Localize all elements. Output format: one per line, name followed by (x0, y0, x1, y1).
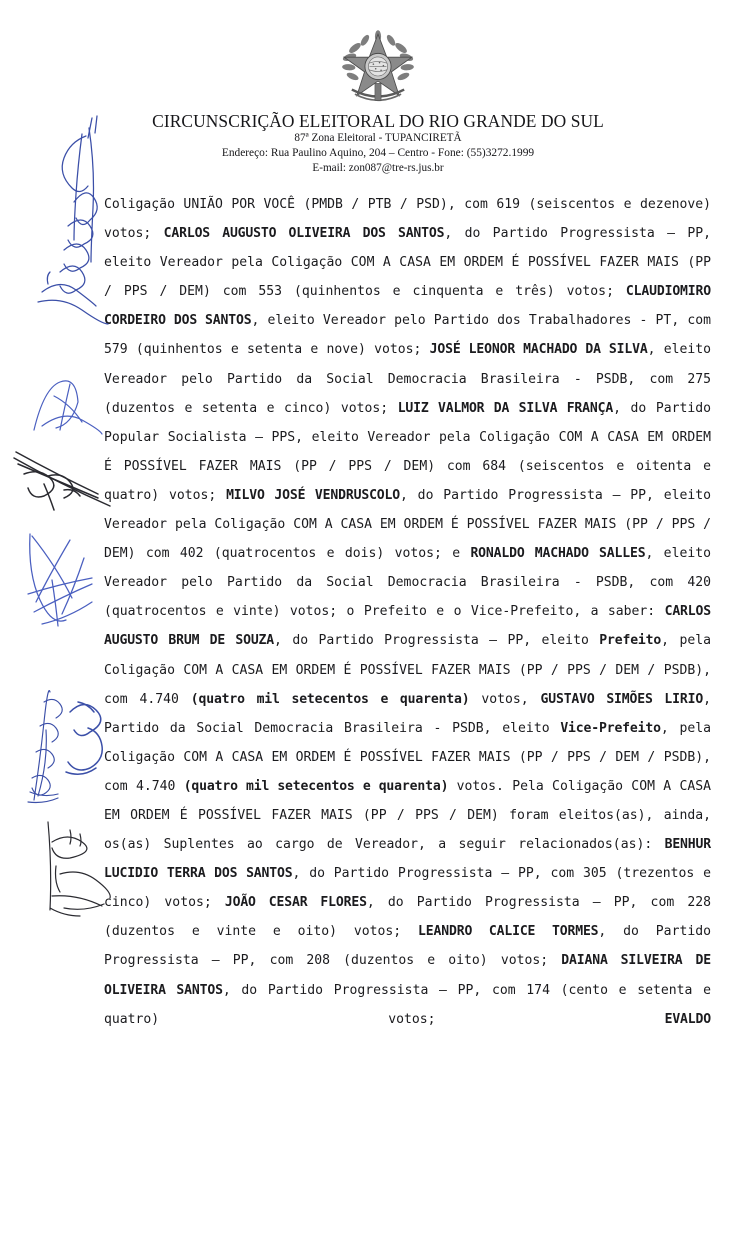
address-line: Endereço: Rua Paulino Aquino, 204 – Centro - Fone: (55)3272.1999 (221, 147, 535, 160)
email-line: E-mail: zon087@tre-rs.jus.br (312, 162, 444, 175)
brazil-coat-of-arms-icon (339, 28, 417, 108)
signature-margin-5 (26, 686, 72, 806)
document-header (0, 28, 756, 176)
electoral-zone: 87ª Zona Eleitoral - TUPANCIRETÃ (294, 132, 462, 145)
document-body: Coligação UNIÃO POR VOCÊ (PMDB / PTB / PSD), com 619 (seiscentos e dezenove) votos; CARLOS AUGUSTO OLIVEIRA DOS SANTOS, do Partido Progressista – PP, eleito Vereador pela Coligação COM A CASA EM ORDEM É POSSÍVEL FAZER MAIS (PP / PPS / DEM) com 553 (quinhentos e cinquenta e três) votos; CLAUDIOMIRO CORDEIRO DOS SANTOS, eleito Vereador pelo Partido dos Trabalhadores - PT, com 579 (quinhentos e setenta e nove) votos; JOSÉ LEONOR MACHADO DA SILVA, eleito Vereador pelo Partido da Social Democracia Brasileira - PSDB, com 275 (duzentos e setenta e cinco) votos; LUIZ VALMOR DA SILVA FRANÇA, do Partido Popular Socialista – PPS, eleito Vereador pela Coligação COM A CASA EM ORDEM É POSSÍVEL FAZER MAIS (PP / PPS / DEM) com 684 (seiscentos e oitenta e quatro) votos; MILVO JOSÉ VENDRUSCOLO, do Partido Progressista – PP, eleito Vereador pela Coligação COM A CASA EM ORDEM É POSSÍVEL FAZER MAIS (PP / PPS / DEM) com 402 (quatrocentos e dois) votos; e RONALDO MACHADO SALLES, eleito Vereador pelo Partido da Social Democracia Brasileira - PSDB, com 420 (quatrocentos e vinte) votos; o Prefeito e o Vice-Prefeito, a saber: CARLOS AUGUSTO BRUM DE SOUZA, do Partido Progressista – PP, eleito Prefeito, pela Coligação COM A CASA EM ORDEM É POSSÍVEL FAZER MAIS (PP / PPS / DEM / PSDB), com 4.740 (quatro mil setecentos e quarenta) votos, GUSTAVO SIMÕES LIRIO, Partido da Social Democracia Brasileira - PSDB, eleito Vice-Prefeito, pela Coligação COM A CASA EM ORDEM É POSSÍVEL FAZER MAIS (PP / PPS / DEM / PSDB), com 4.740 (quatro mil setecentos e quarenta) votos. Pela Coligação COM A CASA EM ORDEM É POSSÍVEL FAZER MAIS (PP / PPS / DEM) foram eleitos(as), ainda, os(as) Suplentes ao cargo de Vereador, a seguir relacionados(as): BENHUR LUCIDIO TERRA DOS SANTOS, do Partido Progressista – PP, com 305 (trezentos e cinco) votos; JOÃO CESAR FLORES, do Partido Progressista – PP, com 228 (duzentos e vinte e oito) votos; LEANDRO CALICE TORMES, do Partido Progressista – PP, com 208 (duzentos e oito) votos; DAIANA SILVEIRA DE OLIVEIRA SANTOS, do Partido Progressista – PP, com 174 (cento e setenta e quatro) votos; EVALDO (104, 197, 712, 1027)
organization-title: CIRCUNSCRIÇÃO ELEITORAL DO RIO GRANDE DO SUL (152, 111, 604, 131)
